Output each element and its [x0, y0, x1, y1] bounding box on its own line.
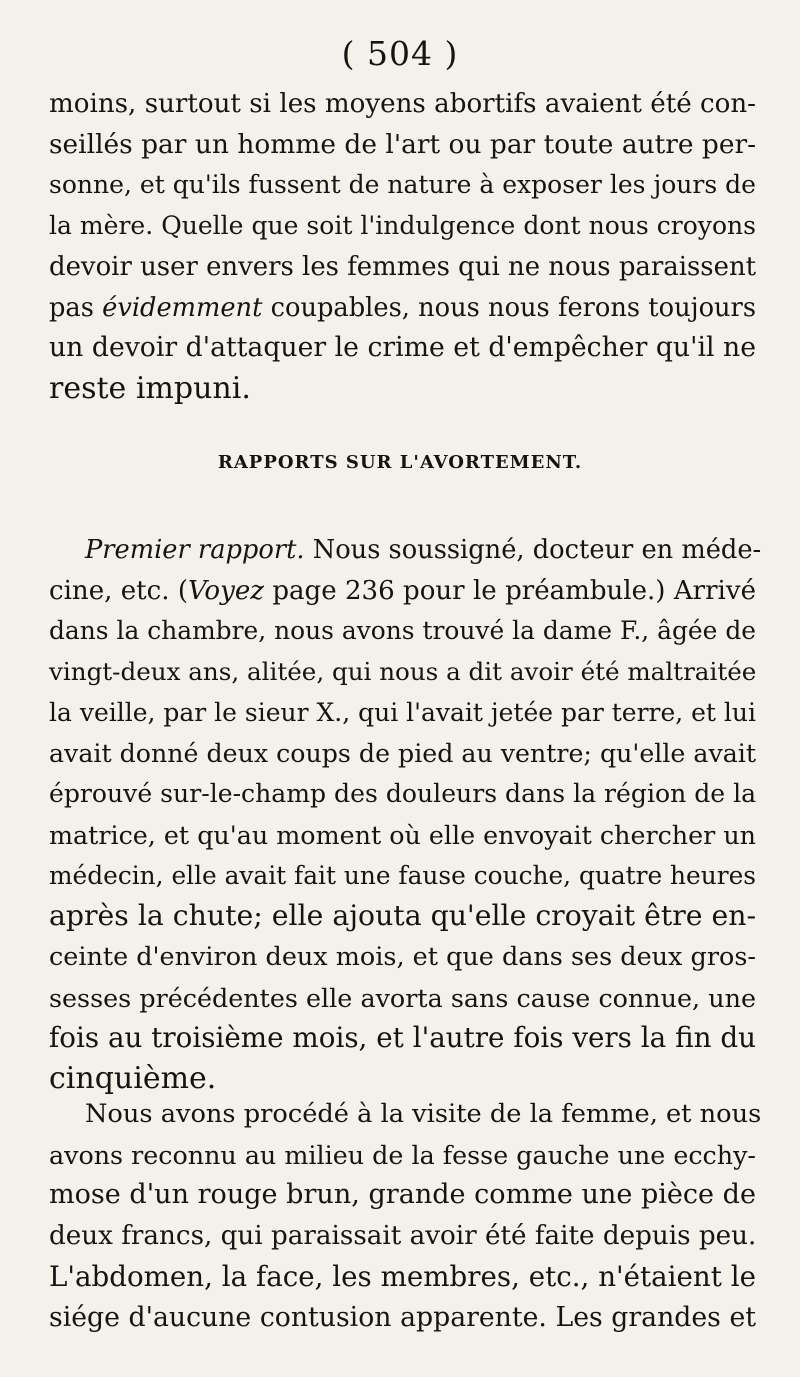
- text-line: deux francs, qui paraissait avoir été faite depuis peu.: [49, 1221, 757, 1252]
- italic-word: Voyez: [188, 575, 264, 606]
- page-number: ( 504 ): [341, 34, 459, 73]
- text-line: devoir user envers les femmes qui ne nous paraissent: [49, 251, 757, 282]
- text-line: après la chute; elle ajouta qu'elle croyait être en-: [49, 899, 757, 933]
- text-line: ceinte d'environ deux mois, et que dans ses deux gros-: [49, 942, 756, 973]
- text-line-with-italic: pas évidemment coupables, nous nous ferons toujours: [49, 292, 756, 323]
- paragraph-first-report: [49, 530, 762, 1100]
- text-line: fois au troisième mois, et l'autre fois vers la fin du: [49, 1021, 756, 1055]
- text-line: médecin, elle avait fait une fause couche, quatre heures: [49, 860, 757, 890]
- text-line: dans la chambre, nous avons trouvé la dame F., âgée de: [49, 616, 756, 646]
- text-line: vingt-deux ans, alitée, qui nous a dit avoir été maltraitée: [49, 657, 757, 687]
- text-line-with-italic: Premier rapport. Nous soussigné, docteur en méde-: [85, 535, 762, 565]
- section-heading: RAPPORTS SUR L'AVORTEMENT.: [217, 452, 583, 473]
- paragraph-examination: [49, 1094, 762, 1338]
- text-line: matrice, et qu'au moment où elle envoyait chercher un: [49, 819, 756, 850]
- italic-word: évidemment: [102, 292, 263, 323]
- text-line: moins, surtout si les moyens abortifs avaient été con-: [49, 89, 756, 119]
- text-line: éprouvé sur-le-champ des douleurs dans la région de la: [49, 779, 757, 809]
- text-line: siége d'aucune contusion apparente. Les grandes et: [49, 1301, 756, 1333]
- text-line: avait donné deux coups de pied au ventre; qu'elle avait: [49, 738, 756, 768]
- text-line: L'abdomen, la face, les membres, etc., n'étaient le: [49, 1259, 756, 1293]
- text-line: avons reconnu au milieu de la fesse gauche une ecchy-: [49, 1139, 756, 1170]
- text-line: la mère. Quelle que soit l'indulgence dont nous croyons: [49, 211, 756, 241]
- text-line: mose d'un rouge brun, grande comme une pièce de: [49, 1179, 756, 1211]
- text-line: sesses précédentes elle avorta sans cause connue, une: [49, 982, 756, 1013]
- text-line: cinquième.: [49, 1061, 217, 1097]
- text-line-with-italic: cine, etc. (Voyez page 236 pour le préambule.) Arrivé: [49, 575, 756, 606]
- paragraph-intro: [49, 84, 756, 410]
- text-line: un devoir d'attaquer le crime et d'empêcher qu'il ne: [49, 332, 756, 364]
- italic-lead: Premier rapport.: [85, 535, 305, 565]
- text-line: Nous avons procédé à la visite de la femme, et nous: [85, 1099, 762, 1129]
- text-line: seillés par un homme de l'art ou par toute autre per-: [49, 128, 756, 160]
- text-line: sonne, et qu'ils fussent de nature à exposer les jours de: [49, 170, 756, 200]
- text-line: la veille, par le sieur X., qui l'avait jetée par terre, et lui: [49, 697, 756, 727]
- text-line: reste impuni.: [49, 370, 251, 406]
